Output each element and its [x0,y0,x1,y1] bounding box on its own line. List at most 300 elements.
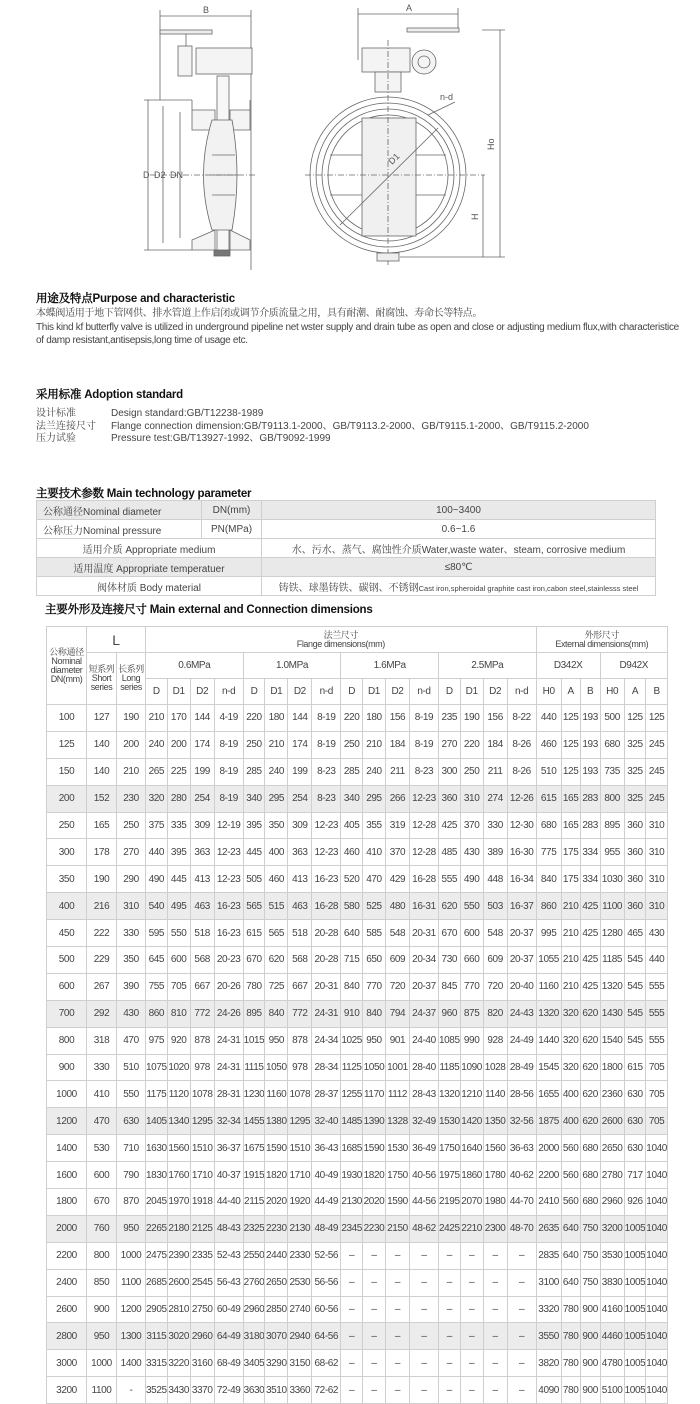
table-cell: – [438,1296,460,1323]
flange-col-header: n-d [312,679,341,705]
table-cell: 615 [536,785,561,812]
table-cell: 585 [362,920,385,947]
table-cell: 545 [624,1027,646,1054]
table-cell: 1001 [385,1054,409,1081]
table-cell: 1710 [288,1162,312,1189]
table-cell: 2760 [243,1269,265,1296]
dn-cell: 2200 [47,1242,87,1269]
table-cell: 28-34 [312,1054,341,1081]
table-cell: 565 [265,920,288,947]
table-cell: 1160 [265,1081,288,1108]
table-cell: 125 [561,731,580,758]
dn-cell: 3000 [47,1350,87,1377]
table-cell: 2600 [167,1269,190,1296]
dn-cell: 450 [47,920,87,947]
table-cell: 165 [561,785,580,812]
table-cell: 28-43 [409,1081,438,1108]
table-cell: 775 [536,839,561,866]
table-cell: 240 [362,758,385,785]
table-cell: 250 [243,731,265,758]
table-cell: 2195 [438,1189,460,1216]
table-cell: – [341,1242,363,1269]
table-cell: 8-26 [507,758,536,785]
header-row [47,653,668,679]
table-row [47,1081,668,1108]
valve-technical-drawing [0,0,700,275]
table-cell: 309 [190,812,214,839]
table-cell: 630 [624,1108,646,1135]
table-cell: 3830 [600,1269,624,1296]
table-cell: 36-37 [214,1135,243,1162]
table-cell: 2360 [600,1081,624,1108]
table-cell: 1420 [460,1108,483,1135]
table-cell: 720 [483,973,507,1000]
table-cell: 290 [117,866,146,893]
table-cell: 334 [580,866,600,893]
table-cell: 1112 [385,1081,409,1108]
table-cell: 510 [117,1054,146,1081]
table-cell: 463 [190,893,214,920]
table-cell: 1040 [646,1269,668,1296]
table-cell: 1100 [87,1377,117,1404]
table-cell: 125 [561,705,580,732]
table-cell: 1028 [483,1054,507,1081]
table-cell: 2740 [288,1296,312,1323]
table-cell: 24-26 [214,1000,243,1027]
dn-cell: 2800 [47,1323,87,1350]
table-cell: 1100 [600,893,624,920]
long-series-header [117,653,146,705]
table-cell: 335 [167,812,190,839]
table-cell: 2425 [438,1215,460,1242]
table-cell: 2230 [265,1215,288,1242]
table-cell: 24-31 [312,1000,341,1027]
table-row [47,1054,668,1081]
table-cell: 3150 [288,1350,312,1377]
table-cell: 470 [117,1027,146,1054]
table-cell: 4160 [600,1296,624,1323]
table-cell: 360 [624,839,646,866]
table-cell: 780 [561,1350,580,1377]
table-cell: – [362,1269,385,1296]
table-cell: 1040 [646,1323,668,1350]
table-cell: - [117,1377,146,1404]
table-cell: 210 [146,705,168,732]
table-cell: 2200 [536,1162,561,1189]
table-cell: 445 [167,866,190,893]
table-cell: 1005 [624,1242,646,1269]
table-cell: 1230 [243,1081,265,1108]
table-cell: 156 [483,705,507,732]
table-cell: – [483,1242,507,1269]
table-cell: 900 [87,1296,117,1323]
table-cell: 560 [561,1189,580,1216]
table-cell: 235 [438,705,460,732]
table-cell: 325 [624,758,646,785]
table-cell: 12-30 [507,812,536,839]
table-row [47,1189,668,1216]
table-cell: 1078 [190,1081,214,1108]
table-cell: 210 [117,758,146,785]
table-cell: 735 [600,758,624,785]
table-row [47,920,668,947]
table-cell: 620 [580,1027,600,1054]
dn-cell: 150 [47,758,87,785]
table-cell: 1280 [600,920,624,947]
table-cell: 310 [646,839,668,866]
flange-col-header: D [243,679,265,705]
table-cell: 265 [146,758,168,785]
table-cell: 56-43 [214,1269,243,1296]
table-cell: 220 [243,705,265,732]
table-cell: – [341,1323,363,1350]
dim-label-D: D [143,170,150,180]
long-series-en: Long series [120,673,142,692]
table-cell: 1710 [190,1162,214,1189]
table-cell: – [409,1323,438,1350]
table-cell: 950 [87,1323,117,1350]
table-cell: 267 [87,973,117,1000]
table-cell: 230 [117,785,146,812]
table-cell: 1530 [385,1135,409,1162]
external-col-header: B [580,679,600,705]
table-cell: 254 [190,785,214,812]
table-cell: 503 [483,893,507,920]
table-cell: 2780 [600,1162,624,1189]
flange-col-header: n-d [409,679,438,705]
table-cell: – [385,1269,409,1296]
table-cell: 8-23 [409,758,438,785]
table-cell: 193 [580,705,600,732]
table-cell: 266 [385,785,409,812]
table-cell: 12-28 [409,839,438,866]
table-cell: 12-23 [409,785,438,812]
table-cell: 20-37 [507,920,536,947]
table-cell: 460 [265,866,288,893]
table-cell: – [460,1323,483,1350]
table-cell: 1930 [341,1162,363,1189]
table-cell: 1328 [385,1108,409,1135]
table-cell: 310 [117,893,146,920]
table-cell: – [385,1377,409,1404]
table-cell: – [385,1242,409,1269]
table-cell: 1040 [646,1296,668,1323]
table-cell: – [438,1350,460,1377]
table-cell: – [460,1242,483,1269]
table-cell: 8-19 [214,758,243,785]
table-cell: 1210 [460,1081,483,1108]
dn-cell: 100 [47,705,87,732]
table-cell: 16-31 [409,893,438,920]
table-cell: 1300 [117,1323,146,1350]
table-cell: 1760 [167,1162,190,1189]
table-cell: 2635 [536,1215,561,1242]
table-cell: 1980 [483,1189,507,1216]
table-cell: 620 [580,1000,600,1027]
table-cell: 20-31 [409,920,438,947]
dn-cell: 800 [47,1027,87,1054]
table-cell: 1320 [600,973,624,1000]
table-cell: 330 [87,1054,117,1081]
table-cell: 4-19 [214,705,243,732]
table-cell: 12-23 [214,866,243,893]
table-cell: 429 [385,866,409,893]
table-cell: 210 [561,973,580,1000]
table-cell: 24-49 [507,1027,536,1054]
adoption-item-value: Design standard:GB/T12238-1989 [111,408,264,419]
table-cell: 48-70 [507,1215,536,1242]
table-cell: 470 [362,866,385,893]
table-cell: 490 [460,866,483,893]
table-cell: – [483,1296,507,1323]
table-cell: 2020 [362,1189,385,1216]
table-cell: 878 [190,1027,214,1054]
table-cell: 2850 [265,1296,288,1323]
table-cell: – [341,1296,363,1323]
external-col-header: H0 [600,679,624,705]
table-cell: 36-43 [312,1135,341,1162]
table-cell: 800 [600,785,624,812]
table-cell: – [409,1377,438,1404]
table-cell: 1295 [288,1108,312,1135]
table-cell: 8-23 [312,758,341,785]
dim-label-H: H [470,213,480,220]
table-cell: 878 [288,1027,312,1054]
table-cell: 955 [600,839,624,866]
table-cell: 20-34 [409,947,438,974]
table-cell: 16-37 [507,893,536,920]
table-cell: 630 [624,1135,646,1162]
table-cell: 1430 [600,1000,624,1027]
table-cell: 900 [580,1296,600,1323]
table-cell: 285 [243,758,265,785]
table-cell: 210 [265,731,288,758]
table-cell: 1440 [536,1027,561,1054]
table-cell: 28-37 [312,1081,341,1108]
table-cell: – [507,1296,536,1323]
table-cell: 860 [146,1000,168,1027]
table-cell: – [438,1377,460,1404]
table-row [47,705,668,732]
table-cell: – [507,1350,536,1377]
table-cell: 530 [87,1135,117,1162]
table-cell: 425 [580,973,600,1000]
table-cell: 926 [624,1189,646,1216]
table-cell: 680 [580,1189,600,1216]
table-cell: 340 [243,785,265,812]
table-cell: 64-49 [214,1323,243,1350]
table-cell: 1040 [646,1135,668,1162]
table-cell: – [385,1323,409,1350]
table-cell: 620 [580,1054,600,1081]
table-cell: 3320 [536,1296,561,1323]
table-cell: 350 [265,812,288,839]
adoption-item [36,408,589,421]
table-row [47,973,668,1000]
table-cell: 518 [288,920,312,947]
table-cell: 1340 [167,1108,190,1135]
table-cell: 245 [646,758,668,785]
table-row [47,893,668,920]
table-cell: 460 [536,731,561,758]
table-cell: 330 [117,920,146,947]
table-cell: 8-19 [214,731,243,758]
table-cell: – [362,1296,385,1323]
dims-title: 主要外形及连接尺寸 Main external and Connection dimensions [45,604,373,616]
table-cell: 280 [167,785,190,812]
table-row [47,866,668,893]
table-cell: 48-49 [312,1215,341,1242]
table-cell: – [438,1269,460,1296]
table-cell: 780 [561,1323,580,1350]
table-cell: – [362,1350,385,1377]
table-cell: 375 [146,812,168,839]
table-cell: 1185 [438,1054,460,1081]
table-cell: 144 [288,705,312,732]
table-cell: 1140 [483,1081,507,1108]
table-row [47,1027,668,1054]
table-cell: 28-49 [507,1054,536,1081]
table-cell: 8-22 [507,705,536,732]
table-cell: – [507,1323,536,1350]
table-cell: 3525 [146,1377,168,1404]
table-cell: 360 [624,866,646,893]
table-cell: 405 [341,812,363,839]
external-col-header: B [646,679,668,705]
table-cell: 794 [385,1000,409,1027]
table-cell: 850 [87,1269,117,1296]
table-cell: 515 [265,893,288,920]
table-cell: 680 [580,1162,600,1189]
table-cell: 495 [167,893,190,920]
table-cell: 174 [288,731,312,758]
table-cell: – [460,1377,483,1404]
table-cell: 190 [87,866,117,893]
adoption-item-label: 设计标准 [36,408,76,419]
table-cell: 555 [646,973,668,1000]
table-cell: 3020 [167,1323,190,1350]
table-cell: 1015 [243,1027,265,1054]
table-cell: 680 [580,1135,600,1162]
table-cell: 520 [341,866,363,893]
table-cell: 190 [117,705,146,732]
table-cell: 211 [385,758,409,785]
table-cell: 540 [146,893,168,920]
table-cell: 68-49 [214,1350,243,1377]
table-cell: 680 [600,731,624,758]
tech-unit: PN(MPa) [202,520,262,539]
table-cell: 250 [460,758,483,785]
table-cell: – [409,1242,438,1269]
tech-unit: DN(mm) [202,501,262,520]
table-cell: 156 [385,705,409,732]
table-cell: – [362,1323,385,1350]
table-cell: 620 [580,1108,600,1135]
table-cell: 2070 [460,1189,483,1216]
table-cell: 1590 [385,1189,409,1216]
table-cell: 1530 [438,1108,460,1135]
table-cell: 250 [117,812,146,839]
table-cell: 72-62 [312,1377,341,1404]
table-cell: 283 [580,812,600,839]
dn-cell: 400 [47,893,87,920]
table-cell: 770 [460,973,483,1000]
table-cell: 1005 [624,1215,646,1242]
table-cell: 445 [243,839,265,866]
table-cell: 910 [341,1000,363,1027]
flange-col-header: D [146,679,168,705]
table-cell: 20-37 [409,973,438,1000]
table-cell: 615 [624,1054,646,1081]
table-cell: 292 [87,1000,117,1027]
table-cell: 717 [624,1162,646,1189]
table-cell: 1750 [438,1135,460,1162]
table-cell: 870 [117,1189,146,1216]
table-cell: 360 [624,812,646,839]
table-cell: 710 [117,1135,146,1162]
table-cell: – [341,1269,363,1296]
table-cell: 1970 [167,1189,190,1216]
flange-col-header: D1 [167,679,190,705]
table-row [47,1377,668,1404]
table-cell: 28-31 [214,1081,243,1108]
table-cell: 3290 [265,1350,288,1377]
table-cell: 240 [146,731,168,758]
table-cell: 245 [646,731,668,758]
table-cell: 175 [561,839,580,866]
table-cell: 1040 [646,1350,668,1377]
table-cell: 24-31 [214,1027,243,1054]
table-cell: 860 [536,893,561,920]
pressure-header-0.6: 0.6MPa [146,653,244,679]
table-row [47,839,668,866]
table-cell: 210 [362,731,385,758]
purpose-text-en: This kind kf butterfly valve is utilized in underground pipeline net wster supply and drain tube as open and close or adjusting medium flux,with characteristice of damp resistant,antisepsis,long time of usage etc. [36,321,679,346]
table-cell: 1640 [460,1135,483,1162]
table-cell: 1120 [167,1081,190,1108]
table-cell: 8-26 [507,731,536,758]
table-cell: 1685 [341,1135,363,1162]
table-cell: 430 [117,1000,146,1027]
table-row [37,501,656,520]
table-cell: 595 [146,920,168,947]
purpose-title: 用途及特点Purpose and characteristic [36,293,235,305]
table-cell: 16-23 [214,893,243,920]
adoption-title: 采用标准 Adoption standard [36,389,184,401]
table-cell: 410 [87,1081,117,1108]
table-cell: 978 [288,1054,312,1081]
pressure-header-2.5: 2.5MPa [438,653,536,679]
table-cell: 1630 [146,1135,168,1162]
table-cell: 28-40 [409,1054,438,1081]
table-cell: 72-49 [214,1377,243,1404]
flange-col-header: D1 [460,679,483,705]
table-cell: 505 [243,866,265,893]
table-cell: 24-34 [312,1027,341,1054]
table-cell: 310 [646,866,668,893]
table-row [37,539,656,558]
tech-label: 阀体材质 Body material [37,577,262,596]
table-cell: 370 [460,812,483,839]
table-cell: 670 [87,1189,117,1216]
table-cell: 1005 [624,1323,646,1350]
table-cell: 2115 [243,1189,265,1216]
table-cell: 1040 [646,1242,668,1269]
table-cell: 165 [561,812,580,839]
table-cell: 32-49 [409,1108,438,1135]
table-cell: 199 [288,758,312,785]
table-cell: 705 [646,1108,668,1135]
